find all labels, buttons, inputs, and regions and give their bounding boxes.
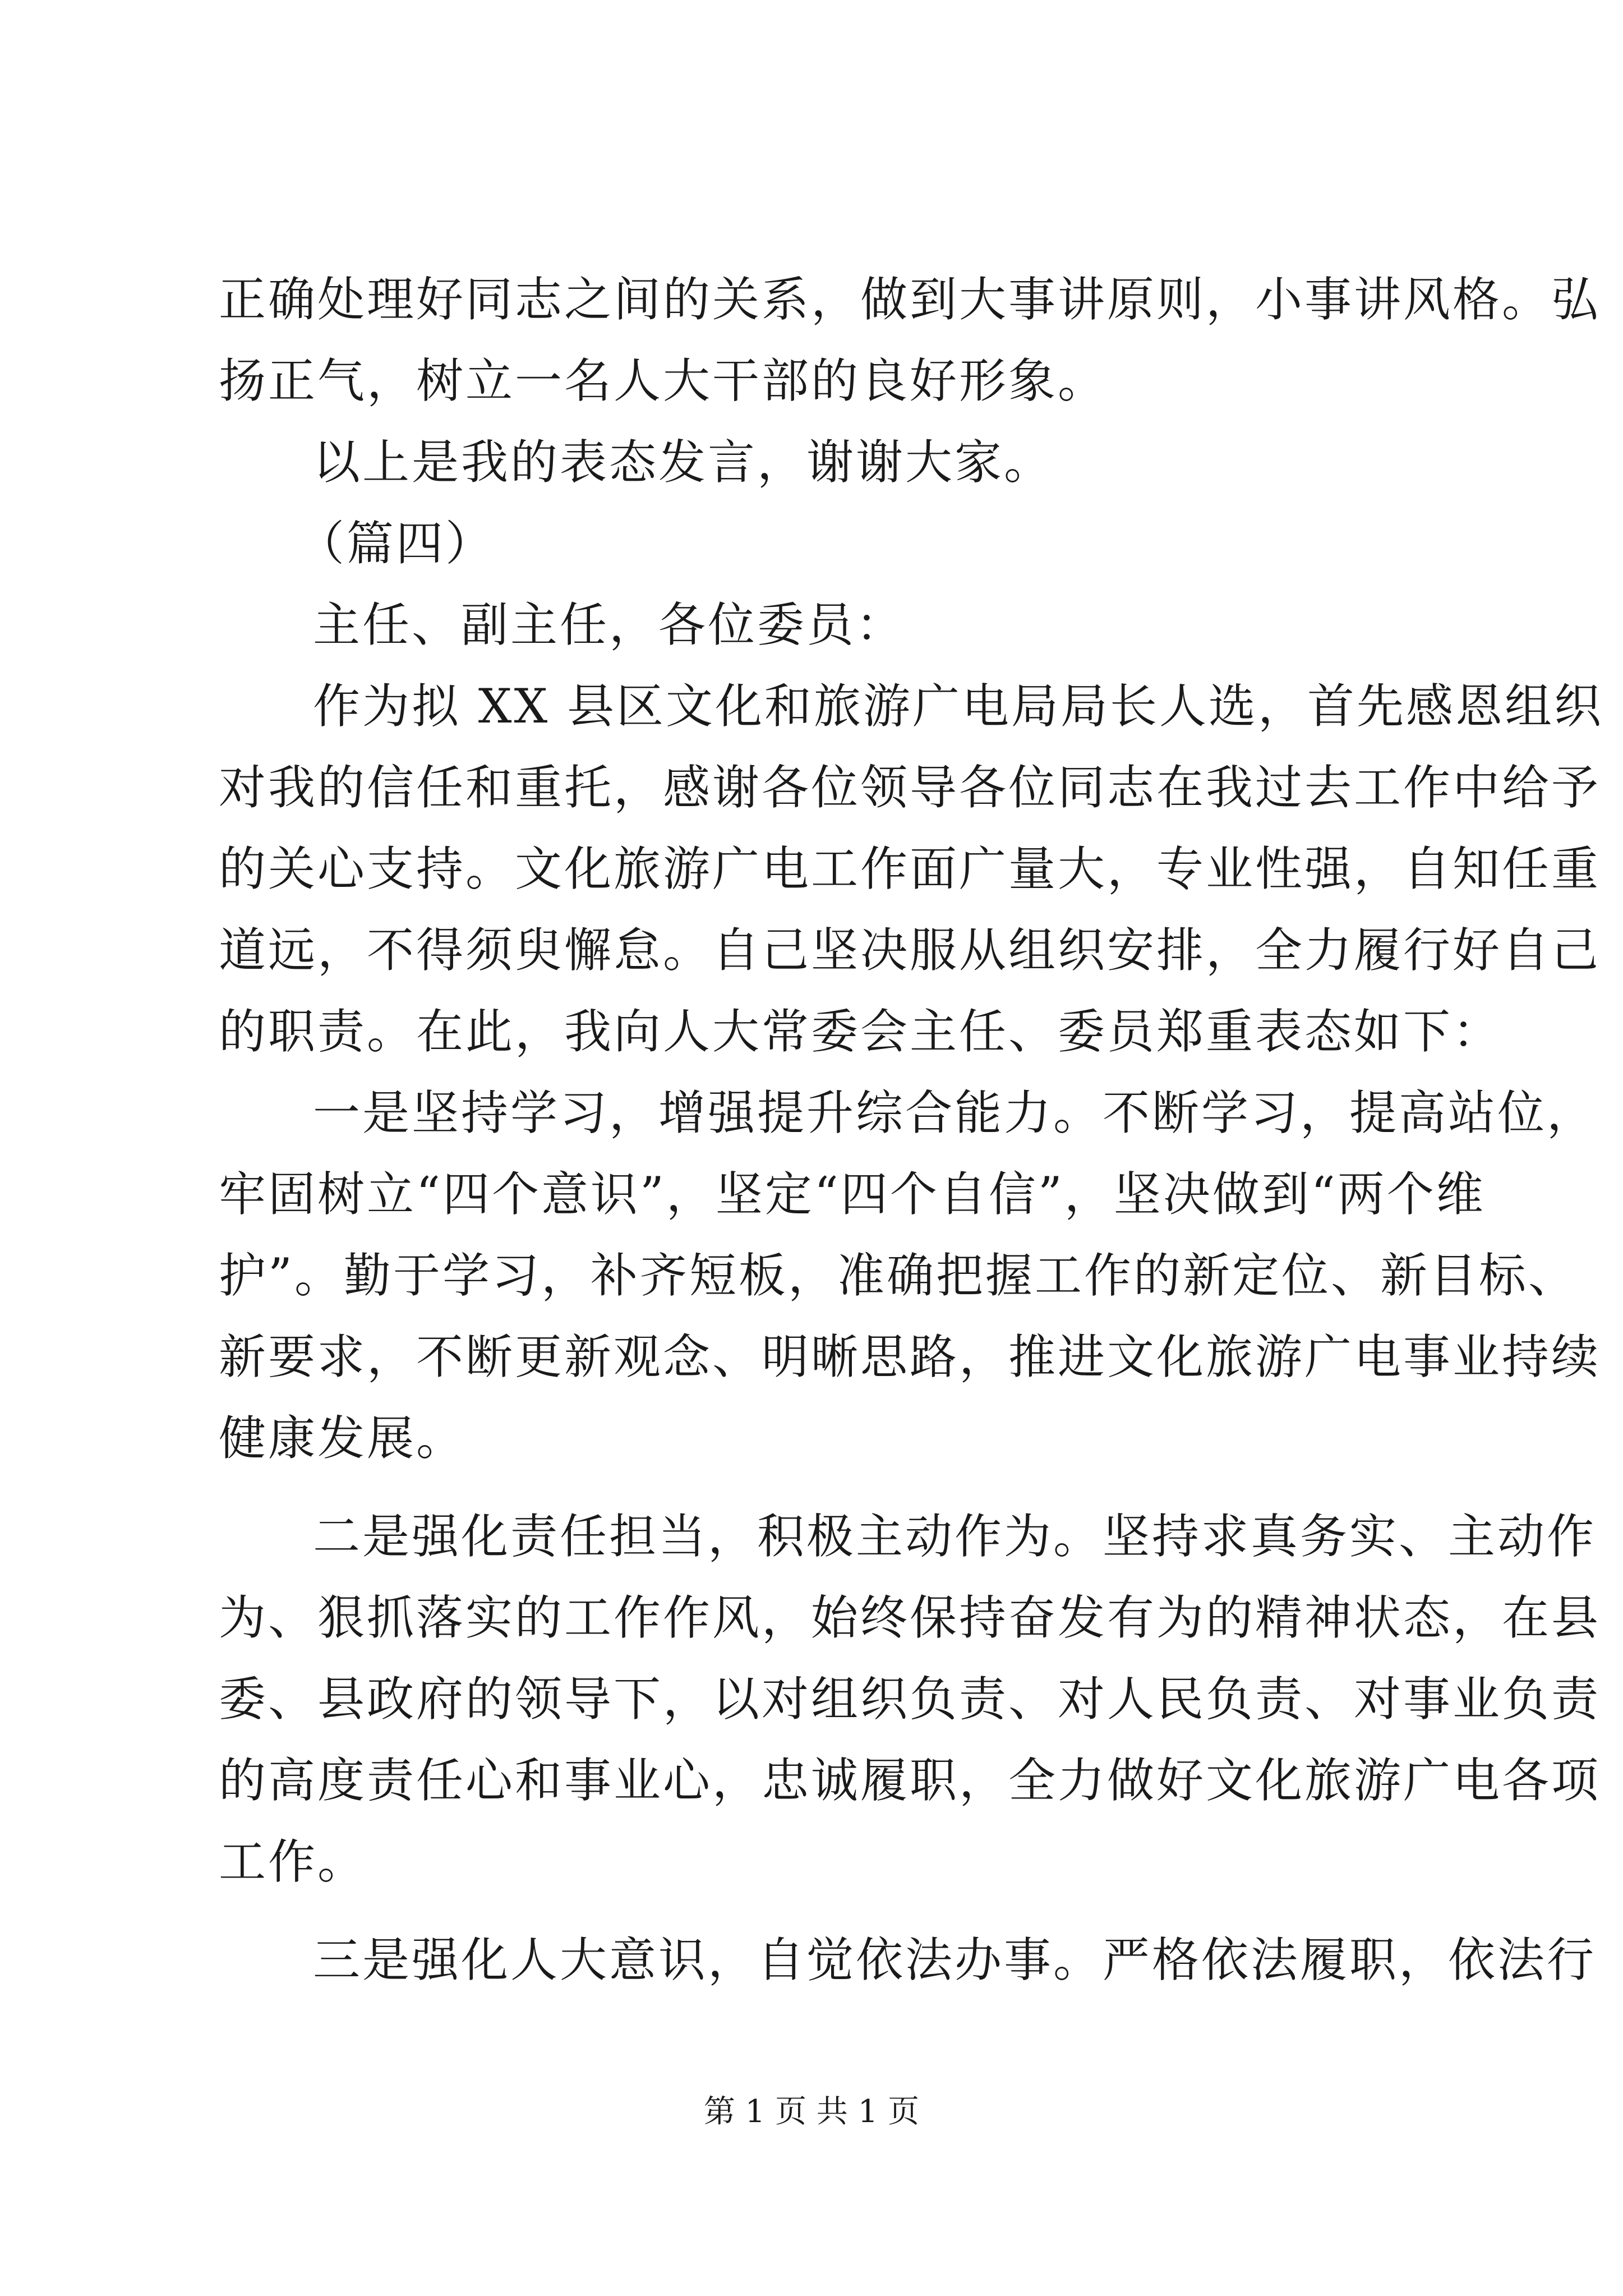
text-line: 工作。	[219, 1834, 367, 1889]
text-line: 的职责。在此，我向人大常委会主任、委员郑重表态如下：	[219, 1004, 1502, 1059]
closing-line: 以上是我的表态发言，谢谢大家。	[313, 435, 1054, 490]
text-line: 健康发展。	[219, 1411, 466, 1466]
text-line: 对我的信任和重托，感谢各位领导各位同志在我过去工作中给予	[219, 760, 1601, 815]
text-line: 道远，不得须臾懈怠。自己坚决服从组织安排，全力履行好自己	[219, 923, 1601, 978]
text-line: 一是坚持学习，增强提升综合能力。不断学习，提高站位，	[313, 1085, 1597, 1140]
salutation: 主任、副主任，各位委员：	[313, 597, 906, 652]
text-line: 委、县政府的领导下，以对组织负责、对人民负责、对事业负责	[219, 1672, 1601, 1727]
text-line: 扬正气，树立一名人大干部的良好形象。	[219, 353, 1108, 408]
text-line: 的高度责任心和事业心，忠诚履职，全力做好文化旅游广电各项	[219, 1753, 1601, 1808]
section-heading: （篇四）	[297, 516, 495, 571]
page-footer: 第 1 页 共 1 页	[703, 2093, 920, 2130]
text-line: 的关心支持。文化旅游广电工作面广量大，专业性强，自知任重	[219, 841, 1601, 896]
text-line: 二是强化责任担当，积极主动作为。坚持求真务实、主动作	[313, 1509, 1597, 1564]
text-line: 正确处理好同志之间的关系，做到大事讲原则，小事讲风格。弘	[219, 272, 1601, 327]
text-line: 为、狠抓落实的工作作风，始终保持奋发有为的精神状态，在县	[219, 1590, 1601, 1645]
text-line: 作为拟 XX 县区文化和旅游广电局局长人选，首先感恩组织	[313, 679, 1604, 734]
document-body	[219, 259, 1604, 2001]
text-line: 新要求，不断更新观念、明晰思路，推进文化旅游广电事业持续	[219, 1329, 1601, 1384]
text-line: 护”。勤于学习，补齐短板，准确把握工作的新定位、新目标、	[219, 1248, 1578, 1303]
text-line: 三是强化人大意识，自觉依法办事。严格依法履职，依法行	[313, 1932, 1597, 1987]
text-line: 牢固树立“四个意识”，坚定“四个自信”，坚决做到“两个维	[219, 1167, 1486, 1222]
